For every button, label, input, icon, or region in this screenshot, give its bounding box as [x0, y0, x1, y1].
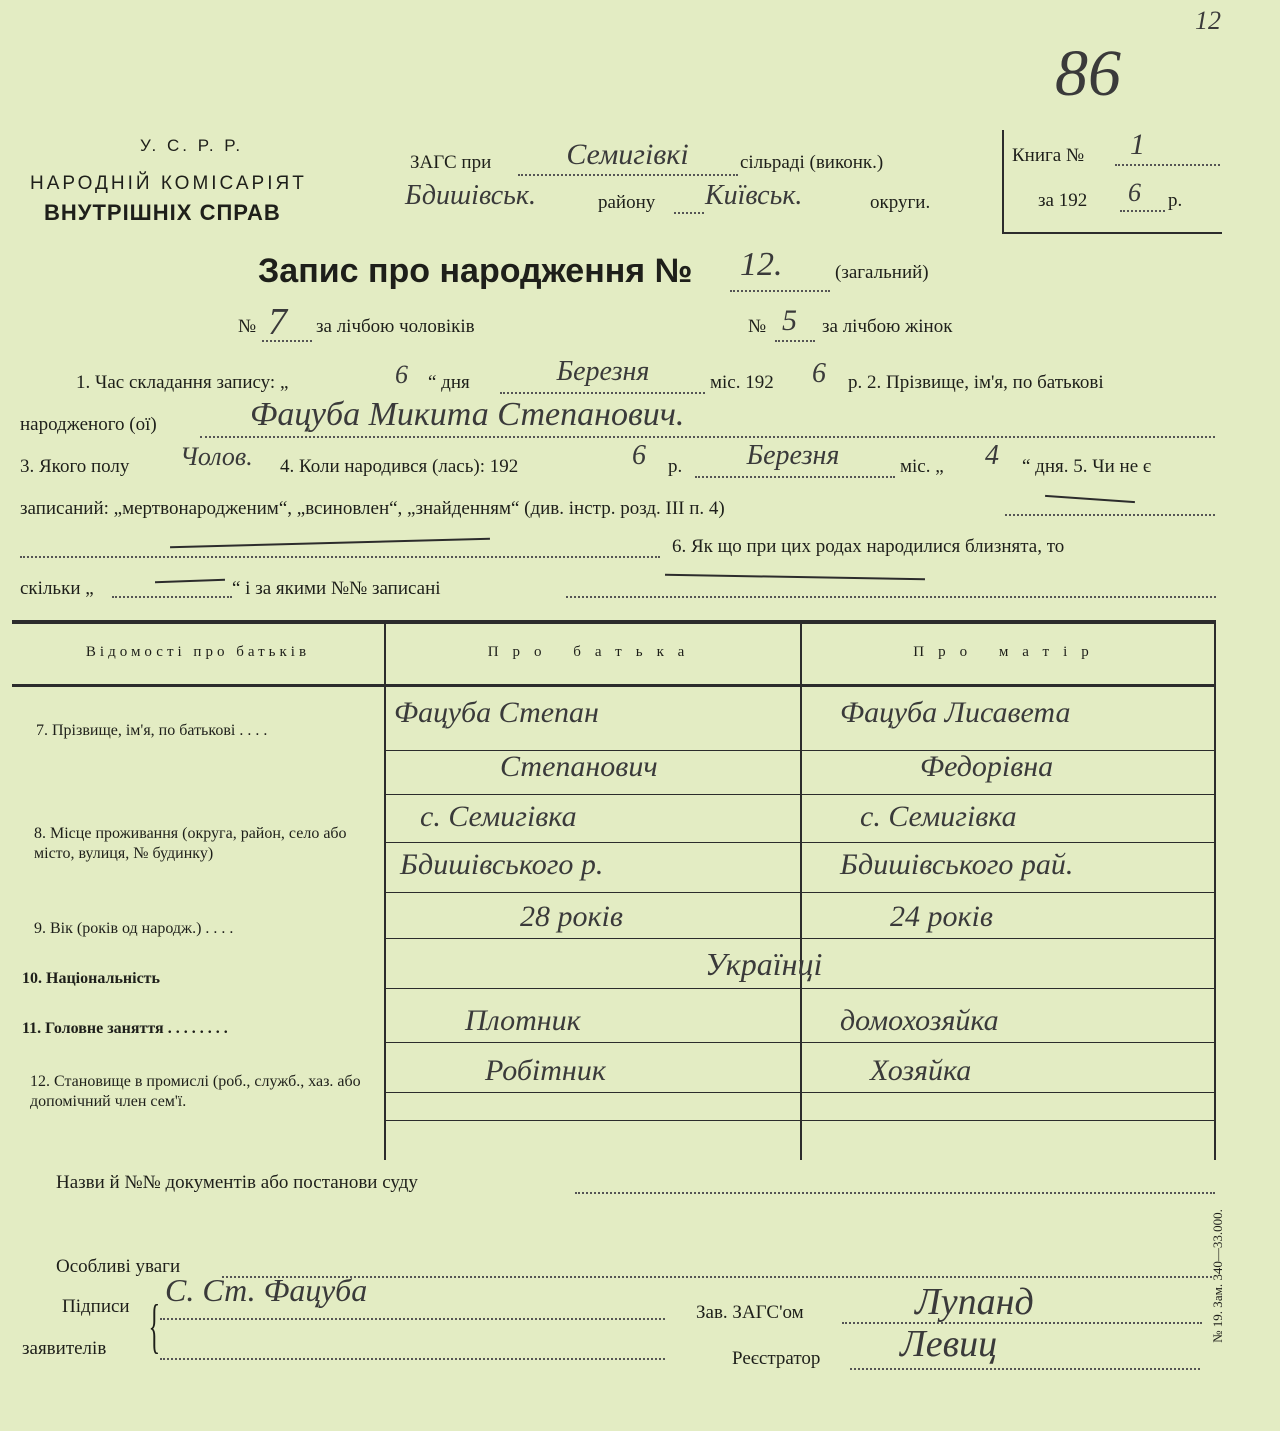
- year-prefix: за 192: [1038, 190, 1088, 211]
- sex-label: 3. Якого полу: [20, 456, 130, 477]
- day-label: “ дня: [428, 372, 470, 393]
- month-label: міс. 192: [710, 372, 774, 393]
- page-number-small: 12: [1195, 6, 1221, 35]
- father-name-2: Степанович: [500, 750, 658, 783]
- table-header-info: Відомості про батьків: [85, 644, 311, 660]
- registrar-label: Реєстратор: [732, 1348, 821, 1369]
- republic-label: У. С. Р. Р.: [140, 136, 244, 155]
- record-date-label: 1. Час складання запису: „: [76, 372, 289, 393]
- mother-status: Хозяйка: [870, 1054, 972, 1087]
- female-no: 5: [782, 304, 797, 337]
- birth-month: Березня: [746, 440, 840, 471]
- mother-address-1: с. Семигівка: [860, 800, 1017, 833]
- child-label: народженого (ої): [20, 414, 157, 435]
- mother-name-2: Федорівна: [920, 750, 1054, 783]
- birth-year: 6: [632, 440, 646, 471]
- row-label-name: 7. Прізвище, ім'я, по батькові . . . .: [36, 722, 268, 739]
- male-no: 7: [268, 301, 287, 343]
- father-status: Робітник: [485, 1054, 606, 1087]
- stillborn-question: “ дня. 5. Чи не є: [1022, 456, 1152, 477]
- district-name: Бдишівськ.: [405, 180, 536, 211]
- zags-prefix: ЗАГС при: [410, 152, 492, 173]
- year-r-label: р.: [668, 456, 683, 477]
- zags-village: Семигівкі: [566, 138, 689, 171]
- year-digit: 6: [1128, 178, 1141, 207]
- twins-count-label: скільки „: [20, 578, 94, 599]
- mother-name-1: Фацуба Лисавета: [840, 696, 1071, 729]
- row-label-occupation: 11. Головне заняття . . . . . . . .: [22, 1020, 228, 1037]
- birth-month-label: міс. „: [900, 456, 944, 477]
- record-title: Запис про народження №: [258, 252, 693, 290]
- registrar-signature: Левиц: [900, 1323, 998, 1365]
- birth-date-label: 4. Коли народився (лась): 192: [280, 456, 519, 477]
- signature-brace: {: [148, 1293, 161, 1359]
- mother-occupation: домохозяйка: [840, 1004, 999, 1037]
- male-no-label: №: [238, 316, 257, 337]
- record-month: Березня: [556, 356, 650, 387]
- okruga-name: Київськ.: [705, 180, 803, 211]
- twins-question: 6. Як що при цих родах народилися близнята, то: [672, 536, 1065, 557]
- row-label-age: 9. Вік (років од народж.) . . . .: [34, 920, 234, 937]
- applicants-label: заявителів: [22, 1338, 107, 1359]
- father-age: 28 років: [520, 900, 623, 933]
- stillborn-options: записаний: „мертвонародженим“, „всиновлен“, „знайденням“ (див. інстр. розд. III п. 4): [20, 498, 725, 519]
- twins-numbers-label: “ і за якими №№ записані: [232, 578, 441, 599]
- row-label-status: 12. Становище в промислі (роб., служб., хаз. або допомічний член сем'ї.: [30, 1073, 361, 1110]
- father-address-1: с. Семигівка: [420, 800, 577, 833]
- book-label: Книга №: [1012, 145, 1085, 166]
- table-header-mother: Про матір: [913, 644, 1103, 660]
- child-name: Фацуба Микита Степанович.: [250, 396, 685, 433]
- mother-address-2: Бдишівського рай.: [840, 848, 1074, 881]
- female-count-label: за лічбою жінок: [822, 316, 953, 337]
- record-number: 12.: [740, 246, 783, 283]
- district-label: району: [598, 192, 656, 213]
- male-count-label: за лічбою чоловіків: [316, 316, 475, 337]
- female-no-label: №: [748, 316, 767, 337]
- remarks-label: Особливі уваги: [56, 1256, 181, 1277]
- zags-suffix: сільраді (виконк.): [740, 152, 884, 173]
- documents-label: Назви й №№ документів або постанови суду: [56, 1172, 418, 1193]
- record-title-suffix: (загальний): [835, 262, 929, 283]
- record-year: 6: [812, 358, 826, 389]
- page-number-large: 86: [1055, 37, 1121, 110]
- table-header-father: Про батька: [487, 644, 699, 660]
- row-label-address: 8. Місце проживання (округа, район, село або місто, вулиця, № будинку): [34, 825, 347, 862]
- child-sex: Чолов.: [180, 442, 253, 471]
- row-label-nationality: 10. Національність: [22, 970, 160, 987]
- father-name-1: Фацуба Степан: [394, 696, 599, 729]
- nationality: Українці: [705, 946, 823, 982]
- year-suffix: р.: [1168, 190, 1183, 211]
- okruga-label: округи.: [870, 192, 931, 213]
- father-address-2: Бдишівського р.: [400, 848, 604, 881]
- commissariat-line1: НАРОДНІЙ КОМІСАРІЯТ: [30, 173, 307, 194]
- commissariat-line2: ВНУТРІШНІХ СПРАВ: [44, 200, 281, 225]
- applicant-signature: С. Ст. Фацуба: [165, 1272, 368, 1308]
- record-day: 6: [395, 360, 408, 389]
- zags-head-label: Зав. ЗАГС'ом: [696, 1302, 804, 1323]
- book-number: 1: [1130, 128, 1145, 161]
- birth-day: 4: [985, 440, 999, 471]
- signatures-label: Підписи: [62, 1296, 130, 1317]
- print-run-note: № 19. Зам. 340—33.000.: [1210, 1209, 1225, 1343]
- name-question-label: р. 2. Прізвище, ім'я, по батькові: [848, 372, 1104, 393]
- mother-age: 24 років: [890, 900, 993, 933]
- father-occupation: Плотник: [465, 1004, 581, 1037]
- zags-head-signature: Лупанд: [915, 1281, 1034, 1323]
